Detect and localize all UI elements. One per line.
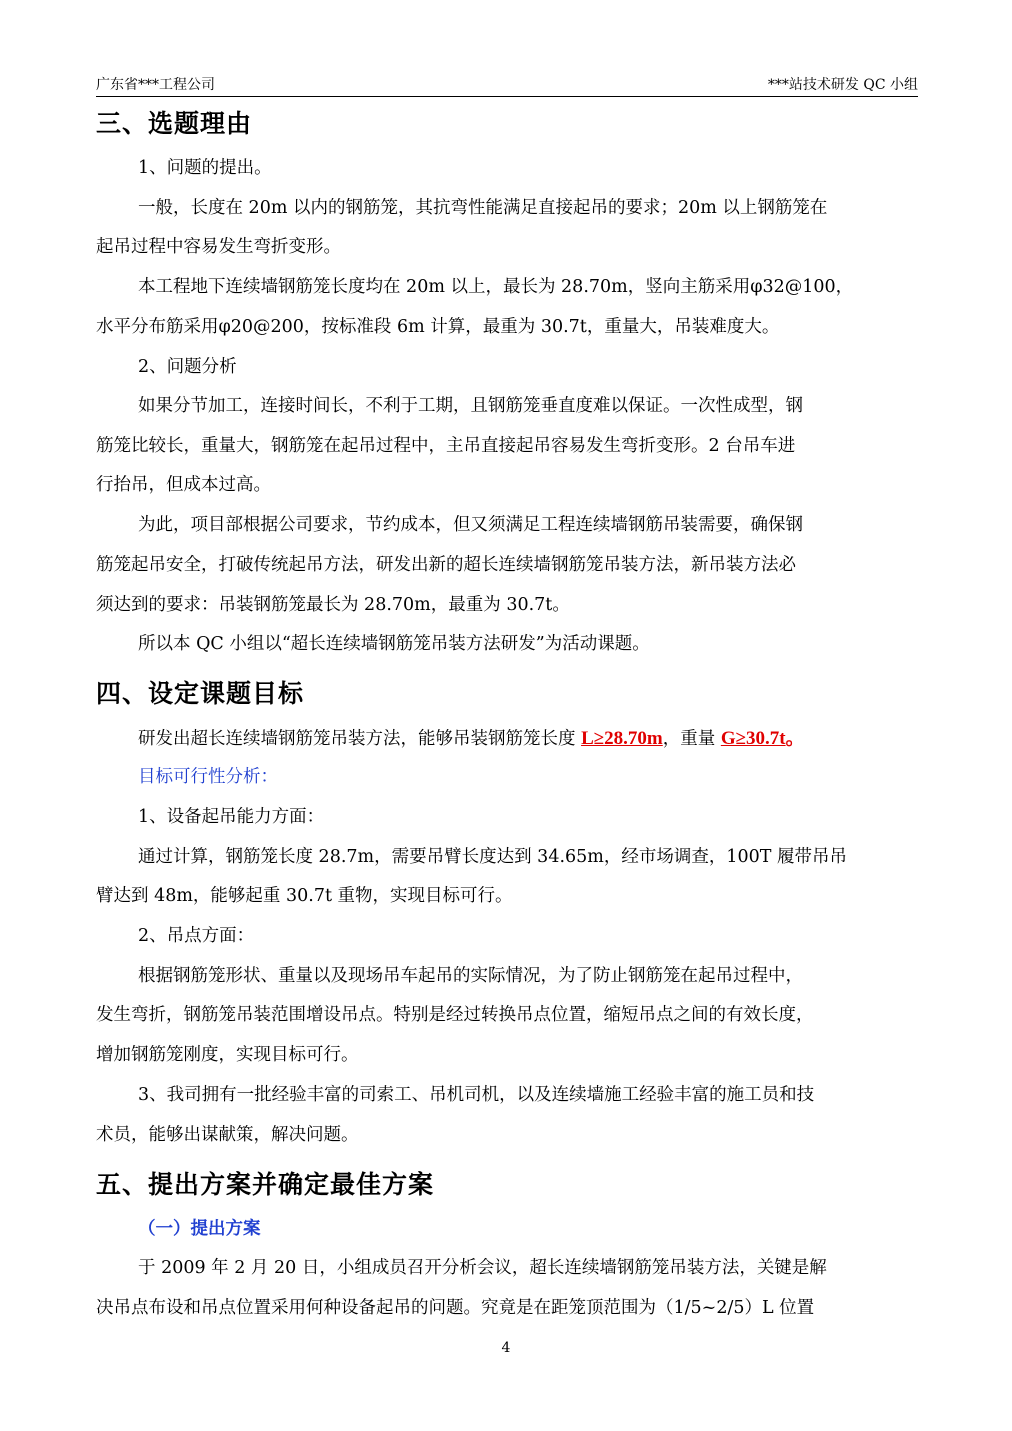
paragraph-line: 本工程地下连续墙钢筋笼长度均在 20m 以上，最长为 28.70m，竖向主筋采用φ32@100， [138,277,854,297]
paragraph-line: 增加钢筋笼刚度，实现目标可行。 [96,1045,359,1065]
paragraph-line: 发生弯折，钢筋笼吊装范围增设吊点。特别是经过转换吊点位置，缩短吊点之间的有效长度， [96,1005,814,1025]
feasibility-heading: 目标可行性分析： [138,767,278,787]
header-company: 广东省***工程公司 [96,77,215,93]
paragraph-line: 所以本 QC 小组以“超长连续墙钢筋笼吊装方法研发”为活动课题。 [138,634,650,654]
paragraph-line: 术员，能够出谋献策，解决问题。 [96,1125,359,1145]
goal-end: 。 [785,728,805,749]
paragraph-line: 2、问题分析 [138,357,237,377]
paragraph-line: 1、问题的提出。 [138,158,272,178]
page-number: 4 [501,1340,511,1356]
paragraph-line: 通过计算，钢筋笼长度 28.7m，需要吊臂长度达到 34.65m，经市场调查，100T 履带吊吊 [138,847,848,867]
subsection-title: （一）提出方案 [138,1219,261,1239]
paragraph-line: 根据钢筋笼形状、重量以及现场吊车起吊的实际情况，为了防止钢筋笼在起吊过程中， [138,966,803,986]
section-4-title: 四、设定课题目标 [96,679,305,708]
paragraph-line: 1、设备起吊能力方面： [138,807,325,827]
page-header [96,70,918,97]
goal-line [138,719,805,759]
header-group: ***站技术研发 QC 小组 [767,77,918,93]
goal-weight: G≥30.7t [720,728,786,749]
goal-mid: ，重量 [662,729,721,749]
paragraph-line: 3、我司拥有一批经验丰富的司索工、吊机司机，以及连续墙施工经验丰富的施工员和技 [138,1085,815,1105]
paragraph-line: 为此，项目部根据公司要求，节约成本，但又须满足工程连续墙钢筋吊装需要，确保钢 [138,515,803,535]
paragraph-line: 于 2009 年 2 月 20 日，小组成员召开分析会议，超长连续墙钢筋笼吊装方法，关键是解 [138,1258,827,1278]
paragraph-line: 水平分布筋采用φ20@200，按标准段 6m 计算，最重为 30.7t，重量大，吊装难度大。 [96,317,780,337]
section-3-title: 三、选题理由 [96,109,253,138]
paragraph-line: 2、吊点方面： [138,926,255,946]
paragraph-line: 行抬吊，但成本过高。 [96,475,271,495]
section-5-title: 五、提出方案并确定最佳方案 [96,1170,435,1199]
goal-length: L≥28.70m [581,728,663,749]
paragraph-line: 须达到的要求：吊装钢筋笼最长为 28.70m，最重为 30.7t。 [96,595,570,615]
paragraph-line: 一般，长度在 20m 以内的钢筋笼，其抗弯性能满足直接起吊的要求；20m 以上钢筋笼在 [138,198,828,218]
goal-prefix: 研发出超长连续墙钢筋笼吊装方法，能够吊装钢筋笼长度 [138,729,582,749]
paragraph-line: 筋笼比较长，重量大，钢筋笼在起吊过程中，主吊直接起吊容易发生弯折变形。2 台吊车进 [96,436,796,456]
paragraph-line: 筋笼起吊安全，打破传统起吊方法，研发出新的超长连续墙钢筋笼吊装方法，新吊装方法必 [96,555,796,575]
paragraph-line: 臂达到 48m，能够起重 30.7t 重物，实现目标可行。 [96,886,513,906]
paragraph-line: 起吊过程中容易发生弯折变形。 [96,237,341,257]
paragraph-line: 决吊点布设和吊点位置采用何种设备起吊的问题。究竟是在距笼顶范围为（1/5~2/5）L 位置 [96,1298,815,1318]
paragraph-line: 如果分节加工，连接时间长，不利于工期，且钢筋笼垂直度难以保证。一次性成型，钢 [138,396,803,416]
